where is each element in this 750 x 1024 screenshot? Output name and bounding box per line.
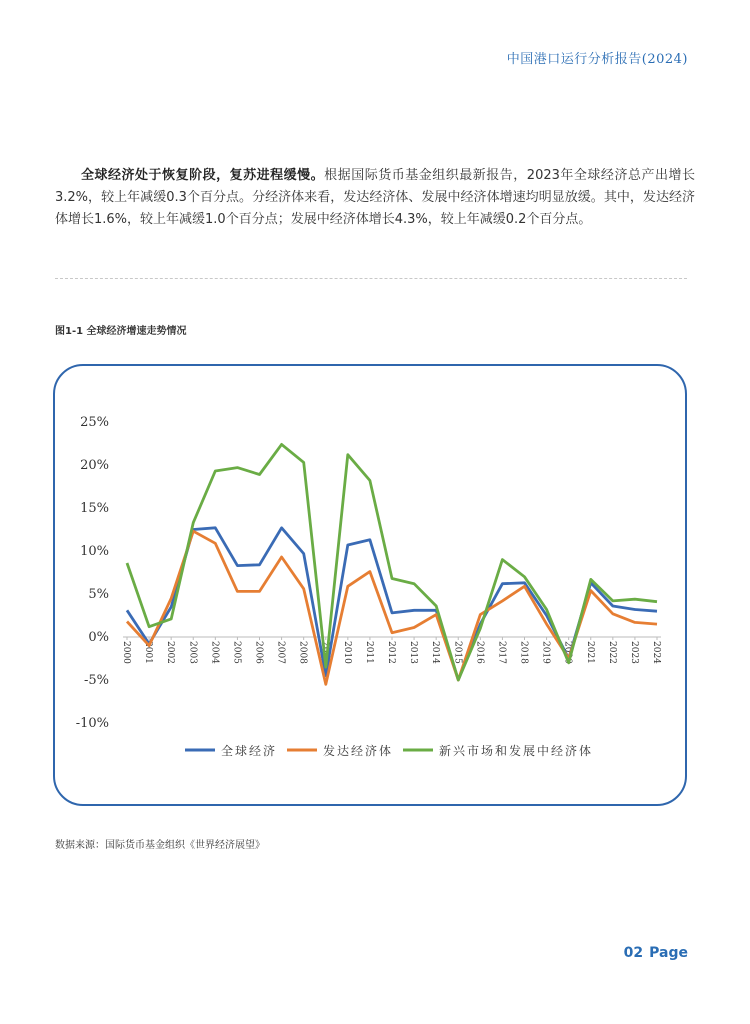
data-source: 数据来源：国际货币基金组织《世界经济展望》 <box>55 840 265 851</box>
x-tick-label: 2016 <box>474 641 485 664</box>
legend-label: 发达经济体 <box>323 744 394 758</box>
legend-label: 全球经济 <box>221 744 278 758</box>
x-tick-label: 2001 <box>143 641 154 664</box>
x-tick-label: 2007 <box>275 641 286 664</box>
x-tick-label: 2024 <box>651 641 661 664</box>
lead-sentence: 全球经济处于恢复阶段，复苏进程缓慢。 <box>81 168 325 183</box>
page-label: Page <box>649 945 688 961</box>
x-tick-label: 2013 <box>408 641 419 664</box>
x-tick-label: 2020 <box>562 641 573 664</box>
y-tick-label: 20% <box>80 458 109 473</box>
header-title: 中国港口运行分析报告(2024) <box>506 52 688 67</box>
x-tick-label: 2017 <box>496 641 507 664</box>
x-tick-label: 2008 <box>297 641 308 664</box>
y-tick-label: 0% <box>88 630 109 645</box>
x-tick-label: 2012 <box>386 641 396 664</box>
x-tick-label: 2005 <box>231 641 242 664</box>
x-tick-label: 2014 <box>430 641 441 664</box>
page-number <box>624 945 688 961</box>
page-number-value: 02 <box>623 945 644 961</box>
figure-caption: 图1-1 全球经济增速走势情况 <box>55 326 187 337</box>
x-tick-label: 2021 <box>584 641 595 664</box>
x-tick-label: 2019 <box>540 641 551 664</box>
x-tick-label: 2006 <box>253 641 264 664</box>
x-tick-label: 2023 <box>628 641 639 664</box>
chart-frame <box>53 364 687 806</box>
section-divider <box>55 278 687 279</box>
x-tick-label: 2018 <box>518 641 529 664</box>
y-tick-label: 15% <box>80 501 109 516</box>
x-tick-label: 2011 <box>363 641 374 664</box>
y-tick-label: -5% <box>83 673 109 688</box>
body-sentence: 根据国际货币基金组织最新报告，2023年全球经济总产出增长3.2%，较上年减缓0.3个百分点。分经济体来看，发达经济体、发展中经济体增速均明显放缓。其中，发达经济体增长1.6%，较上年减缓1.0个百分点；发展中经济体增长4.3%，较上年减缓0.2个百分点。 <box>55 168 695 227</box>
x-tick-label: 2022 <box>606 641 617 664</box>
growth-line-chart <box>55 366 689 808</box>
y-tick-label: 5% <box>88 587 109 602</box>
x-tick-label: 2000 <box>121 641 131 664</box>
y-tick-label: 10% <box>80 544 109 559</box>
legend-label: 新兴市场和发展中经济体 <box>439 744 594 758</box>
x-tick-label: 2009 <box>319 641 330 664</box>
y-tick-label: 25% <box>80 415 109 430</box>
x-tick-label: 2002 <box>165 641 176 664</box>
x-tick-label: 2003 <box>187 641 198 664</box>
x-tick-label: 2004 <box>209 641 220 664</box>
x-tick-label: 2015 <box>452 641 463 664</box>
x-tick-label: 2010 <box>341 641 352 664</box>
body-paragraph <box>55 165 695 231</box>
y-tick-label: -10% <box>75 716 109 731</box>
